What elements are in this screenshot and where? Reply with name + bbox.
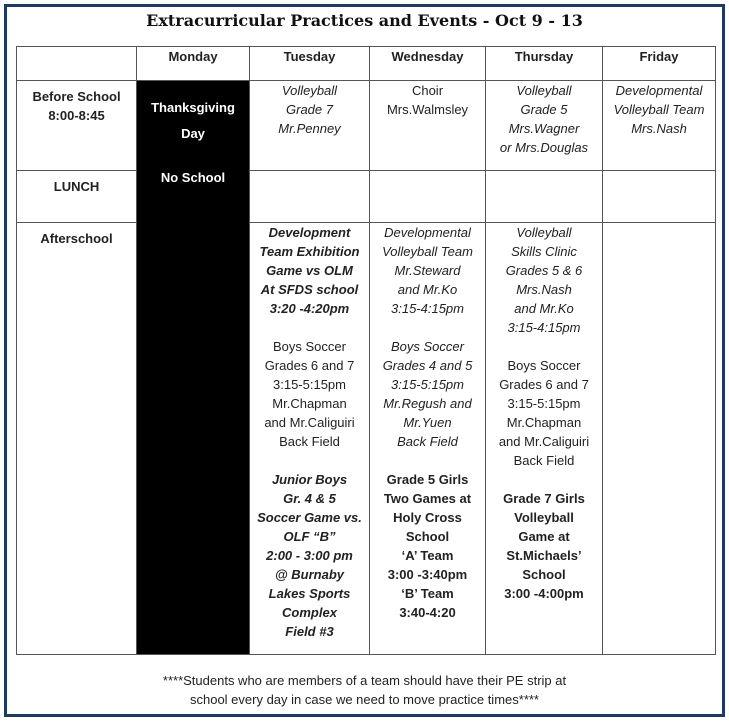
row-label-before-school: Before School 8:00-8:45 — [17, 81, 137, 171]
wednesday-event-volleyball: Developmental Volleyball Team Mr.Steward and Mr.Ko 3:15-4:15pm — [382, 225, 473, 316]
page-title: Extracurricular Practices and Events - Oct 9 - 13 — [146, 11, 583, 30]
schedule-table — [16, 46, 716, 655]
wednesday-lunch-cell — [370, 171, 486, 223]
friday-after-cell — [603, 223, 716, 655]
day-header-wednesday: Wednesday — [370, 47, 486, 81]
day-header-tuesday: Tuesday — [250, 47, 370, 81]
day-header-thursday: Thursday — [486, 47, 603, 81]
lunch-row — [17, 171, 716, 223]
wednesday-event-grade5-girls: Grade 5 Girls Two Games at Holy Cross School ‘A’ Team 3:00 -3:40pm ‘B’ Team 3:40-4:20 — [383, 472, 472, 620]
friday-lunch-cell — [603, 171, 716, 223]
day-header-monday: Monday — [137, 47, 250, 81]
thursday-after-cell — [486, 223, 603, 655]
corner-cell — [17, 47, 137, 81]
thursday-event-grade7-girls: Grade 7 Girls Volleyball Game at St.Michaels’ School 3:00 -4:00pm — [503, 491, 585, 601]
tuesday-event-boys-soccer: Boys Soccer Grades 6 and 7 3:15-5:15pm Mr.Chapman and Mr.Caliguiri Back Field — [264, 339, 355, 449]
tuesday-after-cell — [250, 223, 370, 655]
header-row — [17, 47, 716, 81]
thursday-lunch-cell — [486, 171, 603, 223]
thursday-event-boys-soccer: Boys Soccer Grades 6 and 7 3:15-5:15pm Mr.Chapman and Mr.Caliguiri Back Field — [498, 358, 590, 468]
no-school-label: No School — [160, 170, 226, 185]
footer-note: ****Students who are members of a team should have their PE strip at school every day in case we need to move practice times**** — [162, 673, 567, 707]
friday-before-cell: Developmental Volleyball Team Mrs.Nash — [603, 81, 716, 171]
tuesday-event-junior-boys: Junior Boys Gr. 4 & 5 Soccer Game vs. OLF “B” 2:00 - 3:00 pm @ Burnaby Lakes Sports Complex Field #3 — [257, 472, 362, 639]
wednesday-before-cell: Choir Mrs.Walmsley — [370, 81, 486, 171]
wednesday-event-boys-soccer: Boys Soccer Grades 4 and 5 3:15-5:15pm Mr.Regush and Mr.Yuen Back Field — [382, 339, 473, 449]
wednesday-after-cell — [370, 223, 486, 655]
tuesday-before-cell: Volleyball Grade 7 Mr.Penney — [250, 81, 370, 171]
row-label-lunch: LUNCH — [17, 171, 137, 223]
before-school-row — [17, 81, 716, 171]
tuesday-event-exhibition: Development Team Exhibition Game vs OLM At SFDS school 3:20 -4:20pm — [259, 225, 360, 316]
day-header-friday: Friday — [603, 47, 716, 81]
row-label-afterschool: Afterschool — [17, 223, 137, 655]
tuesday-lunch-cell — [250, 171, 370, 223]
schedule-frame — [4, 4, 725, 717]
monday-holiday-cell: Thanksgiving Day No School — [137, 81, 250, 655]
thursday-before-cell: Volleyball Grade 5 Mrs.Wagner or Mrs.Douglas — [486, 81, 603, 171]
afterschool-row — [17, 223, 716, 655]
thursday-event-skills-clinic: Volleyball Skills Clinic Grades 5 & 6 Mrs.Nash and Mr.Ko 3:15-4:15pm — [505, 225, 583, 335]
holiday-label: Thanksgiving — [151, 100, 235, 115]
